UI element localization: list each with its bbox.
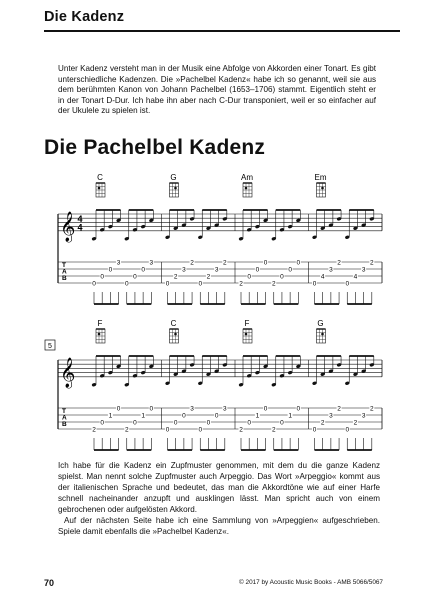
tab-fret-number: 0 xyxy=(198,280,203,288)
tab-fret-number: 0 xyxy=(345,426,350,434)
intro-paragraph: Unter Kadenz versteht man in der Musik eine Abfolge von Akkorden einer Tonart. Es gibt unterschiedliche Kadenzen. Die »Pachelbel Kadenz« habe ich so genannt, weil sie aus dem berühmten Kanon von Johann Pachelbel (1653–1706) stammt. Eigentlich steht er in der Tonart D-Dur. Ich habe ihn aber nach C-Dur transponiert, weil er so einfacher auf der Ukulele zu spielen ist. xyxy=(58,64,376,116)
tab-fret-number: 0 xyxy=(100,419,104,427)
tab-fret-number: 4 xyxy=(353,273,358,281)
tab-fret-number: 2 xyxy=(206,273,211,281)
chord-name: G xyxy=(317,319,324,328)
explanation-paragraph-2: Auf der nächsten Seite habe ich eine Sammlung von »Arpeggien« aufgeschrieben. Spiele damit ebenfalls die »Pachelbel Kadenz«. xyxy=(58,516,380,536)
tab-fret-number: 0 xyxy=(100,273,104,281)
tab-fret-number: 0 xyxy=(214,412,219,420)
tab-label: A xyxy=(62,268,67,276)
tab-fret-number: 0 xyxy=(280,419,284,427)
chord-diagram-icon xyxy=(96,183,105,197)
tab-fret-number: 2 xyxy=(271,426,276,434)
tab-fret-number: 0 xyxy=(149,405,154,413)
explanation-text xyxy=(58,460,380,537)
time-signature-top: 4 xyxy=(77,213,83,224)
tab-fret-number: 3 xyxy=(116,259,121,267)
chord-name: F xyxy=(244,319,250,328)
tab-fret-number: 1 xyxy=(255,412,260,420)
tab-fret-number: 0 xyxy=(141,266,145,274)
tab-fret-number: 0 xyxy=(263,259,268,267)
tab-fret-number: 2 xyxy=(271,280,276,288)
tab-fret-number: 3 xyxy=(214,266,219,274)
chord-name: Am xyxy=(241,173,253,182)
chord-name: C xyxy=(97,173,103,182)
tab-fret-number: 0 xyxy=(312,426,317,434)
tab-fret-number: 3 xyxy=(361,412,366,420)
tab-fret-number: 0 xyxy=(165,426,170,434)
tab-fret-number: 2 xyxy=(239,426,243,434)
tab-fret-number: 0 xyxy=(280,273,284,281)
tab-fret-number: 0 xyxy=(198,426,203,434)
chord-name: F xyxy=(97,319,103,328)
tab-fret-number: 2 xyxy=(320,419,325,427)
tab-fret-number: 1 xyxy=(288,412,292,420)
chord-name: Em xyxy=(314,173,327,182)
tab-fret-number: 0 xyxy=(255,266,260,274)
tab-fret-number: 4 xyxy=(320,273,325,281)
tab-fret-number: 2 xyxy=(370,405,374,413)
tab-fret-number: 2 xyxy=(124,426,129,434)
tab-fret-number: 0 xyxy=(296,405,301,413)
tab-fret-number: 2 xyxy=(337,405,341,413)
page-number: 70 xyxy=(44,578,55,588)
tab-fret-number: 0 xyxy=(165,280,170,288)
tab-fret-number: 0 xyxy=(108,266,113,274)
tab-fret-number: 0 xyxy=(345,280,350,288)
treble-clef-icon: 𝄞 xyxy=(60,210,76,241)
chord-diagram-icon xyxy=(243,329,252,343)
tab-fret-number: 3 xyxy=(190,405,194,413)
copyright-notice: © 2017 by Acoustic Music Books - AMB 5066/5067 xyxy=(239,579,383,586)
tab-fret-number: 0 xyxy=(296,259,301,267)
chord-diagram-icon xyxy=(243,183,252,197)
chord-name: C xyxy=(170,319,177,328)
tab-fret-number: 3 xyxy=(329,412,333,420)
tab-fret-number: 3 xyxy=(223,405,227,413)
tab-fret-number: 2 xyxy=(370,259,374,267)
tab-fret-number: 2 xyxy=(353,419,358,427)
score-system-1 xyxy=(44,170,384,310)
tab-fret-number: 0 xyxy=(124,280,129,288)
tab-fret-number: 0 xyxy=(206,419,211,427)
tab-fret-number: 0 xyxy=(247,273,251,281)
chord-diagram-icon xyxy=(317,183,326,197)
tab-fret-number: 0 xyxy=(133,273,137,281)
header-rule xyxy=(44,30,400,32)
measure-number: 5 xyxy=(48,343,52,350)
tab-fret-number: 1 xyxy=(141,412,145,420)
page-header xyxy=(44,6,400,34)
tab-fret-number: 1 xyxy=(108,412,113,420)
header-title: Die Kadenz xyxy=(44,9,125,25)
tab-fret-number: 2 xyxy=(92,426,96,434)
chord-diagram-icon xyxy=(170,329,179,343)
tab-label: T xyxy=(62,408,66,415)
tab-label: T xyxy=(62,262,66,269)
tab-fret-number: 2 xyxy=(337,259,341,267)
tab-fret-number: 0 xyxy=(263,405,268,413)
tab-fret-number: 0 xyxy=(173,419,178,427)
tab-fret-number: 0 xyxy=(312,280,317,288)
tab-label: B xyxy=(62,275,67,282)
treble-clef-icon: 𝄞 xyxy=(60,356,76,387)
tab-fret-number: 3 xyxy=(361,266,366,274)
tab-fret-number: 0 xyxy=(247,419,251,427)
score-system-2 xyxy=(44,316,384,456)
tab-fret-number: 2 xyxy=(239,280,243,288)
tab-fret-number: 2 xyxy=(190,259,194,267)
chord-diagram-icon xyxy=(170,183,179,197)
tab-fret-number: 0 xyxy=(133,419,137,427)
section-title: Die Pachelbel Kadenz xyxy=(44,136,266,159)
time-signature-bottom: 4 xyxy=(77,222,83,233)
tab-fret-number: 2 xyxy=(173,273,178,281)
tab-label: B xyxy=(62,421,67,428)
tab-fret-number: 3 xyxy=(182,266,186,274)
explanation-paragraph-1: Ich habe für die Kadenz ein Zupfmuster genommen, mit dem du die ganze Kadenz spielst. Man nennt solche Zupfmuster auch Arpeggio. Das Wort »Arpeggio« kommt aus der italienischen Sprache und bedeutet, das man die Akkordtöne wie auf einer Harfe schnell nacheinander anzupft und ausklingen lässt. Man spricht auch von einem gebrochenen oder aufgelösten Akkord. xyxy=(58,461,380,514)
chord-name: G xyxy=(170,173,177,182)
tab-fret-number: 0 xyxy=(182,412,186,420)
tab-label: A xyxy=(62,414,67,422)
tab-fret-number: 2 xyxy=(223,259,227,267)
tab-fret-number: 0 xyxy=(288,266,292,274)
tab-fret-number: 0 xyxy=(116,405,121,413)
tab-fret-number: 3 xyxy=(149,259,154,267)
chord-diagram-icon xyxy=(96,329,105,343)
tab-fret-number: 0 xyxy=(92,280,96,288)
chord-diagram-icon xyxy=(317,329,326,343)
tab-fret-number: 3 xyxy=(329,266,333,274)
